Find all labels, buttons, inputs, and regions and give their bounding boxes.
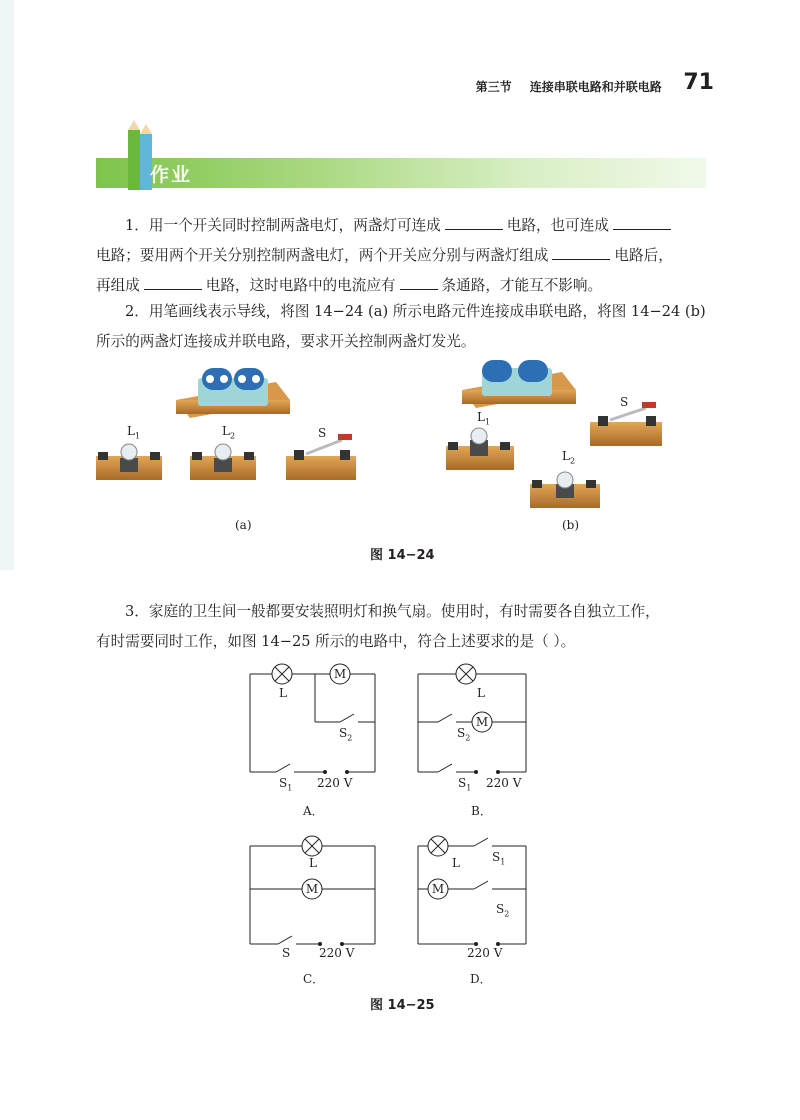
question-1 [96, 211, 708, 301]
motor-symbol-b: M [475, 715, 489, 729]
label-l1-a: $L_1$ [127, 424, 141, 441]
figure-14-24-photo [90, 360, 710, 540]
switch-s-label-c: S [282, 946, 291, 960]
subfigure-b-label: (b) [562, 518, 580, 532]
label-l1-b: $L_1$ [477, 410, 491, 427]
question-3 [96, 597, 708, 657]
switch-s2-label-a: $S_2$ [339, 726, 353, 743]
page-number: 71 [683, 70, 714, 95]
page-margin-strip [0, 0, 14, 570]
q1-text: 电路，这时电路中的电流应有 [205, 277, 396, 294]
running-header [476, 78, 712, 95]
q1-text: 电路；要用两个开关分别控制两盏电灯，两个开关应分别与两盏灯组成 [96, 247, 549, 264]
label-l2-a: $L_2$ [222, 424, 236, 441]
motor-symbol-c: M [305, 882, 319, 896]
lamp-board-l1-b [446, 428, 514, 470]
battery-holder-b [462, 360, 576, 408]
answer-blank[interactable] [400, 277, 438, 290]
q2-text: 所示的两盏灯连接成并联电路，要求开关控制两盏灯发光。 [96, 333, 476, 350]
lamp-label-c: L [309, 856, 317, 870]
label-l2-b: $L_2$ [562, 449, 576, 466]
lamp-board-l2-a [190, 444, 256, 480]
answer-blank[interactable] [552, 247, 610, 260]
motor-symbol-d: M [431, 882, 445, 896]
q3-text: 3．家庭的卫生间一般都要安装照明灯和换气扇。使用时，有时需要各自独立工作， [125, 603, 660, 620]
section-title: 连接串联电路和并联电路 [529, 80, 662, 94]
battery-holder-a [176, 368, 290, 418]
switch-board-a [286, 434, 356, 480]
label-s-a: S [318, 426, 327, 440]
voltage-label-a: 220 V [317, 776, 353, 790]
answer-blank[interactable] [445, 217, 503, 230]
q3-text: 有时需要同时工作，如图 14−25 所示的电路中，符合上述要求的是（ ）。 [96, 633, 576, 650]
voltage-label-b: 220 V [486, 776, 522, 790]
subfigure-a-label: (a) [235, 518, 252, 532]
answer-blank[interactable] [613, 217, 671, 230]
motor-symbol-a: M [333, 667, 347, 681]
q1-text: 电路后， [614, 247, 673, 264]
homework-title: 作业 [150, 164, 193, 186]
voltage-label-d: 220 V [467, 946, 503, 960]
figure-14-25-caption: 图 14−25 [370, 998, 435, 1013]
lamp-label-a: L [279, 686, 287, 700]
switch-s1-label-b: $S_1$ [458, 776, 472, 793]
q1-text: 再组成 [96, 277, 140, 294]
switch-s2-label-d: $S_2$ [496, 902, 510, 919]
switch-s1-label-a: $S_1$ [279, 776, 293, 793]
section-number: 第三节 [475, 80, 512, 94]
voltage-label-c: 220 V [319, 946, 355, 960]
option-a-label: A． [303, 804, 324, 818]
lamp-label-d: L [452, 856, 460, 870]
switch-s2-label-b: $S_2$ [457, 726, 471, 743]
q1-text: 电路，也可连成 [506, 217, 609, 234]
lamp-board-l1-a [96, 444, 162, 480]
circuit-symbols [230, 660, 560, 990]
label-s-b: S [620, 395, 629, 409]
lamp-board-l2-b [530, 472, 600, 508]
question-2 [96, 297, 708, 357]
switch-s1-label-d: $S_1$ [492, 850, 506, 867]
answer-blank[interactable] [144, 277, 202, 290]
q1-text: 1．用一个开关同时控制两盏电灯，两盏灯可连成 [125, 217, 441, 234]
option-c-label: C． [303, 972, 325, 986]
figure-14-24-caption: 图 14−24 [370, 548, 435, 563]
option-b-label: B． [471, 804, 492, 818]
q1-text: 条通路，才能互不影响。 [441, 277, 603, 294]
q2-text: 2．用笔画线表示导线，将图 14−24 (a) 所示电路元件连接成串联电路，将图 14−24 (b) [125, 303, 706, 320]
lamp-label-b: L [477, 686, 485, 700]
option-d-label: D． [470, 972, 492, 986]
